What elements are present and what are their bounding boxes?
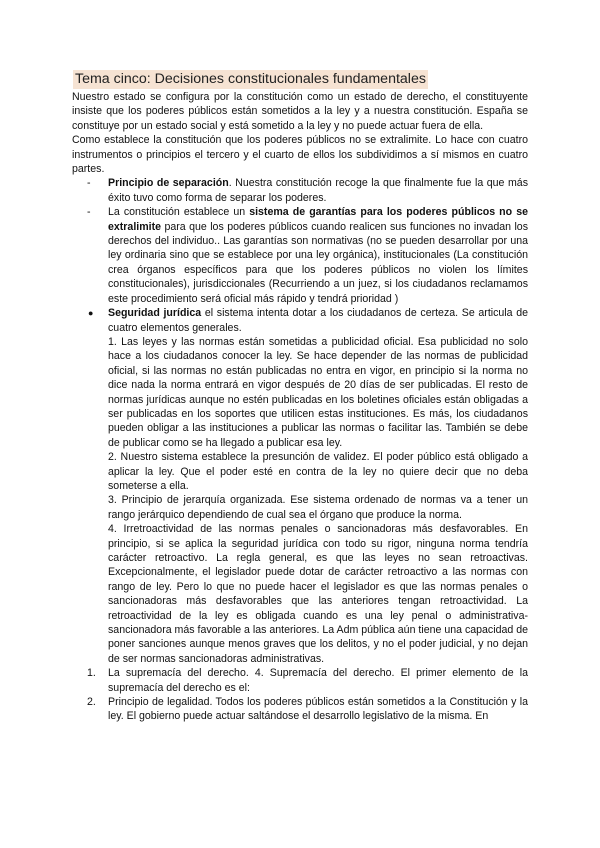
bold-term: sistema de garantías para los poderes públicos no se extralimite bbox=[108, 206, 528, 233]
bold-term: Principio de separación bbox=[108, 177, 229, 190]
item-text: La supremacía del derecho. 4. Supremacía del derecho. El primer elemento de la supremacía del derecho es el: bbox=[108, 667, 528, 694]
dash-marker: - bbox=[87, 177, 91, 190]
number-marker: 1. bbox=[87, 667, 96, 680]
number-marker: 2. bbox=[87, 696, 96, 709]
sub-point: 2. Nuestro sistema establece la presunción de validez. El poder público está obligado a aplicar la ley. Que el poder esté en contra de la ley no quiere decir que no deba someterse a ella. bbox=[108, 451, 528, 492]
dash-marker: - bbox=[87, 206, 91, 219]
intro-paragraph: Nuestro estado se configura por la constitución como un estado de derecho, el constituyente insiste que los poderes públicos están sometidos a la ley y a nuestra constitución. España se constituye por un estado social y está sometido a la ley y no puede actuar fuera de ella. bbox=[72, 91, 528, 132]
document-content bbox=[72, 70, 528, 724]
bold-term: Seguridad jurídica bbox=[108, 307, 202, 320]
list-item bbox=[72, 306, 528, 335]
sub-point: 4. Irretroactividad de las normas penales o sancionadoras más desfavorables. En principio, si se aplica la seguridad jurídica con todo su rigor, ninguna norma tendría carácter retroactivo. La regla general, es que las leyes no sean retroactivas. Excepcionalmente, el legislador puede dotar de carácter retroactivo a las normas con rango de ley. Pero lo que no puede hacer el legislador es que las normas penales o sancionadoras más desfavorables que las anteriores tengan retroactividad. La retroactividad de la ley es obligada cuando es una ley penal o administrativa-sancionadora más favorable a las anteriores. La Adm pública aún tiene una capacidad de poner sanciones aunque menos graves que los delitos, y no el poder judicial, y no dejan de ser normas sancionadoras administrativas. bbox=[108, 523, 528, 665]
page-title: Tema cinco: Decisiones constitucionales fundamentales bbox=[75, 71, 426, 87]
item-text: Principio de legalidad. Todos los poderes públicos están sometidos a la Constitución y la ley. El gobierno puede actuar saltándose el desarrollo legislativo de la misma. En bbox=[108, 696, 528, 723]
numbered-item bbox=[72, 695, 528, 724]
intro-paragraph: Como establece la constitución que los poderes públicos no se extralimite. Lo hace con cuatro instrumentos o principios el tercero y el cuarto de ellos los subdividimos a sí mismos en cuatro partes. bbox=[72, 134, 528, 176]
item-text: el sistema intenta dotar a los ciudadanos de certeza. Se articula de cuatro elementos generales. bbox=[108, 307, 529, 334]
sub-point: 1. Las leyes y las normas están sometidas a publicidad oficial. Esa publicidad no solo hace a los ciudadanos conocer la ley. Se hace depender de las normas de publicidad oficial, si las normas no están publicadas no entra en vigor, en principio si la norma no dice nada la norma entrará en vigor después de 20 días de ser publicadas. El resto de normas jurídicas aunque no estén publicadas en los boletines oficiales están obligadas a ser publicadas en los soportes que utilicen estas instituciones. Es más, los ciudadanos pueden obligar a las instituciones a publicar las normas o facilitar las. También se debe de publicar como se ha llegado a publicar esa ley. bbox=[108, 335, 528, 449]
numbered-item bbox=[72, 666, 528, 695]
item-text: para que los poderes públicos cuando realicen sus funciones no invadan los derechos del individuo.. Las garantías son normativas (no se pueden desarrollar por una ley ordinaria sino que se establece por una ley orgánica), institucionales (La constitución crea órganos específicos para que los poderes públicos no violen los límites constitucionales), jurisdiccionales (Recurriendo a un juez, si los ciudadanos reclamamos este procedimiento será oficial más rápido y tendrá prioridad ) bbox=[108, 220, 528, 305]
list-item bbox=[72, 205, 528, 306]
bullet-marker: ● bbox=[88, 308, 94, 319]
item-text: . Nuestra constitución recoge la que finalmente fue la que más éxito tuvo como forma de separar los poderes. bbox=[108, 177, 528, 204]
sub-point: 3. Principio de jerarquía organizada. Ese sistema ordenado de normas va a tener un rango jerárquico dependiendo de cual sea el órgano que produce la norma. bbox=[108, 494, 528, 521]
item-text-pre: La constitución establece un bbox=[108, 206, 250, 219]
list-item bbox=[72, 176, 528, 205]
